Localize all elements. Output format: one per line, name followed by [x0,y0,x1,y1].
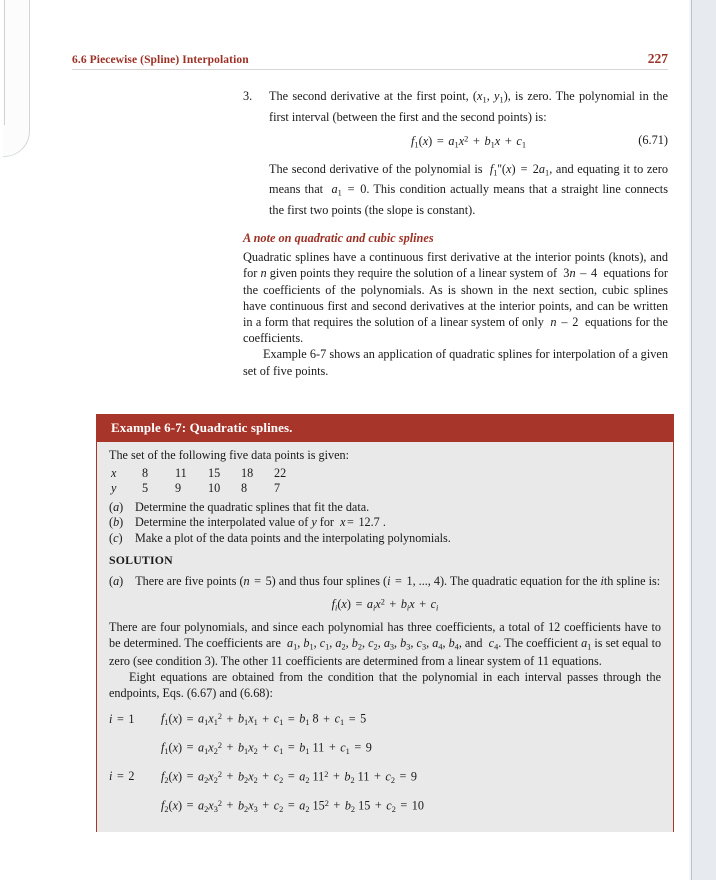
equation-6-71 [269,132,668,154]
running-head-rule [72,69,668,70]
equation-row-3 [109,763,661,792]
equation-row-1 [109,705,661,734]
equation-row-2-expression: $f_1(x) = a_1x_2^2 + b_1x_2 + c_1 = b_1$ $11 + c_1 = 9$ [161,740,372,756]
main-text-column [243,88,668,379]
page-number: 227 [647,51,668,66]
cell-y-3: 8 [241,480,248,495]
spline-general-equation [109,595,661,616]
solution-label: SOLUTION [109,553,173,568]
solution-paragraph-3: Eight equations are obtained from the condition that the polynomial in each interval passes through the endpoints, Eqs. (6.67) and (6.68): [109,670,661,700]
task-text-a: Determine the quadratic splines that fit the data. [135,499,370,514]
item-number: 3. [243,89,253,103]
equation-row-1-expression: $f_1(x) = a_1x_1^2 + b_1x_1 + c_1 = b_1$ $8 + c_1 = 5$ [161,711,367,727]
task-item-b [109,515,661,531]
example-intro-text: The set of the following five data points is given: [109,448,349,462]
example-box [96,414,674,832]
row-label-x: x [111,465,117,480]
equation-row-2 [109,734,661,763]
endpoint-equations-list [109,705,661,820]
table-row-x [111,466,307,481]
item-3-after-text: The second derivative of the polynomial is $f_1''(x) = 2a_1$, and equating it to zero means that $a_1 = 0$. This condition actually means that a straight line connects the first two points (the slope is constant). [269,161,669,217]
equation-6-71-number: (6.71) [638,132,668,147]
task-text-c: Make a plot of the data points and the interpolating polynomials. [135,530,451,545]
cell-y-1: 9 [175,480,182,495]
equation-6-71-expression: $f_1(x) = a_1x^2 + b_1x + c_1$ [410,134,527,150]
equation-row-1-index: i = 1 [109,711,135,726]
solution-paragraph-2: There are four polynomials, and since each polynomial has three coefficients, a total of 12 coefficients have to be determined. The coefficients are $a_1$, $b_1$, $c_1$, $a_2$, $b_2$, $c_2$, $a_3$, $b_3$, $c_3$, $a_4$, $b_4$, and $c_4$. The coefficient $a_1$ is set equal to zero (see condition 3). The other 11 coefficients are determined from a linear system of 11 equations. [109,619,662,669]
equation-row-3-expression: $f_2(x) = a_2x_2^2 + b_2x_2 + c_2 = a_2$ $11^2 + b_2$ $11 + c_2 = 9$ [161,769,418,785]
cell-y-4: 7 [274,480,281,495]
note-paragraph-1: Quadratic splines have a continuous first derivative at the interior points (knots), and for n given points they require the solution of a linear system of 3n – 4 equations for the coefficients of the polynomials. As is shown in the next section, cubic splines have continuous first and second derivatives at the interior points, and can be written in a form that requires the solution of a linear system of only n – 2 equations for the coefficients. [243,250,669,346]
example-box-header: Example 6-7: Quadratic splines. [97,414,673,442]
cell-x-0: 8 [142,465,149,480]
cell-x-4: 22 [274,465,287,480]
running-head-section-title: 6.6 Piecewise (Spline) Interpolation [72,54,249,66]
task-letter-a: (a) [109,499,124,514]
page-gutter [691,0,716,880]
solution-paragraph-1: (a) There are five points (n = 5) and thus four splines (i = 1, ..., 4). The quadratic equation for the ith spline is: [109,573,661,588]
page-edge-curl-artifact [3,0,30,157]
equation-row-3-index: i = 2 [109,769,135,784]
spline-general-equation-expression: $f_i(x) = a_ix^2 + b_ix + c_i$ [331,597,439,613]
cell-y-2: 10 [208,480,221,495]
task-letter-c: (c) [109,530,123,545]
task-text-b: Determine the interpolated value of y for x = 12.7 . [135,515,386,530]
data-points-table [111,466,307,496]
cell-y-0: 5 [142,480,149,495]
equation-row-4 [109,792,661,821]
table-row-y [111,481,307,496]
page-edge-line-artifact [4,0,5,125]
example-box-body [97,442,673,832]
task-item-a [109,500,661,516]
task-letter-b: (b) [109,515,124,530]
numbered-item-3 [243,88,668,218]
running-head [72,51,668,70]
item-3-text: The second derivative at the first point, ($x_1$, $y_1$), is zero. The polynomial in the first interval (between the first and the second points) is: [269,89,668,124]
cell-x-3: 18 [241,465,254,480]
cell-x-2: 15 [208,465,221,480]
row-label-y: y [111,480,117,495]
note-heading: A note on quadratic and cubic splines [243,231,434,246]
solution-letter-a: (a) [109,573,124,588]
cell-x-1: 11 [175,465,187,480]
note-paragraph-2: Example 6-7 shows an application of quadratic splines for interpolation of a given set of five points. [243,347,668,378]
equation-row-4-expression: $f_2(x) = a_2x_3^2 + b_2x_3 + c_2 = a_2$ $15^2 + b_2$ $15 + c_2 = 10$ [161,798,424,814]
task-item-c [109,531,661,547]
